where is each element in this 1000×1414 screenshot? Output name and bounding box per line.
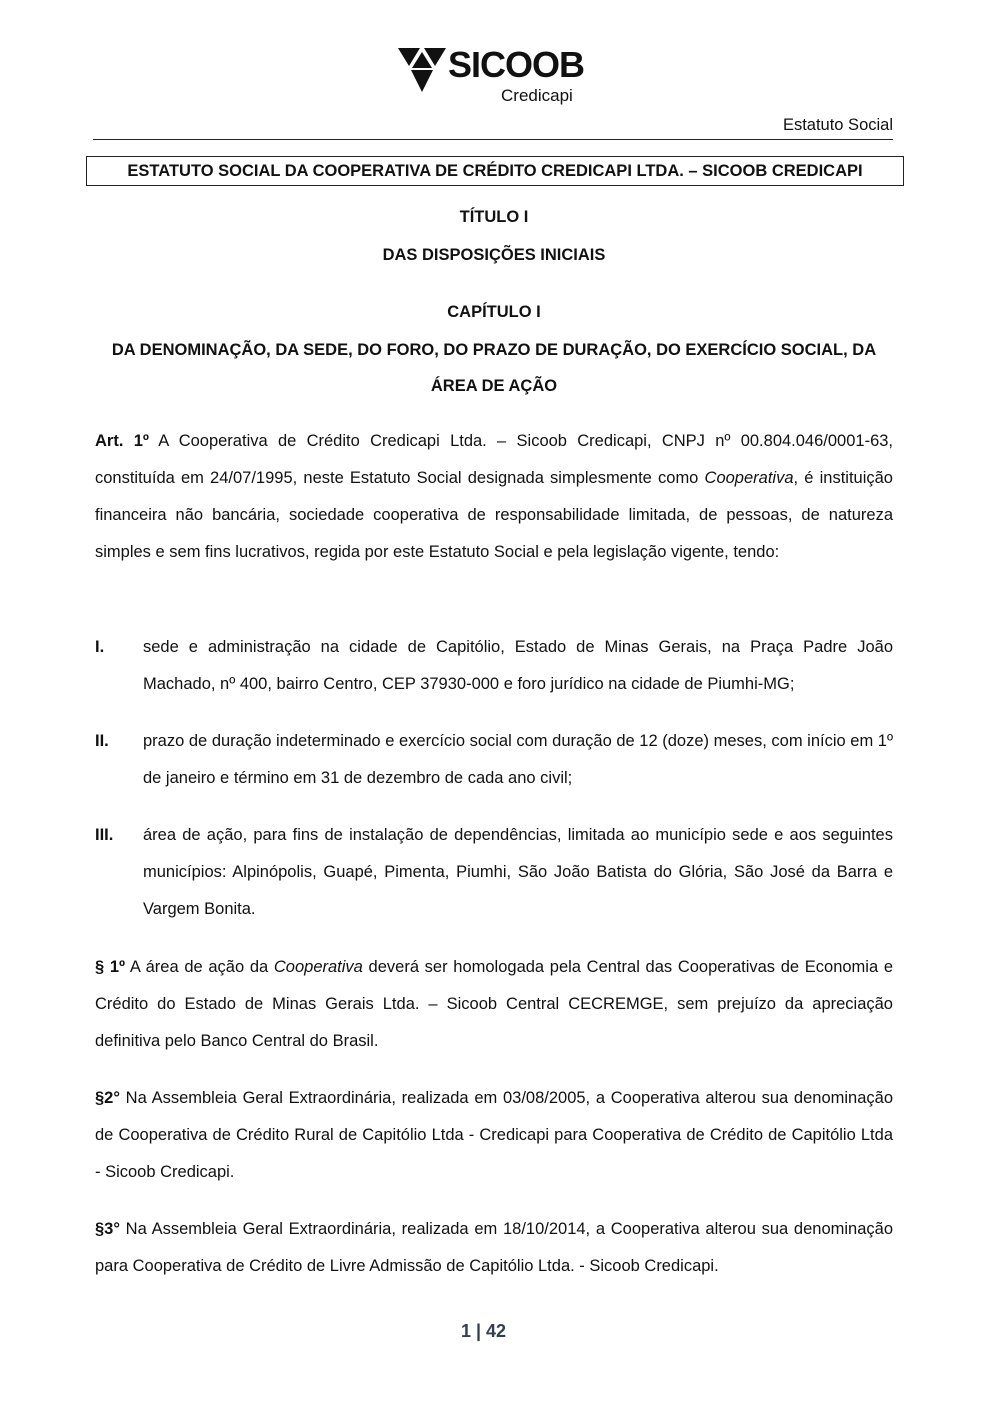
item-text: área de ação, para fins de instalação de dependências, limitada ao município sede e aos seguintes municípios: Alpinópolis, Guapé, Pimenta, Piumhi, São João Batista do Glória, São José da Barra e Vargem Bonita.: [143, 826, 893, 918]
paragraph-text: Na Assembleia Geral Extraordinária, realizada em 03/08/2005, a Cooperativa alterou sua denominação de Cooperativa de Crédito Rural de Capitólio Ltda - Credicapi para Cooperativa de Crédito de Capitólio Ltda - Sicoob Credicapi.: [95, 1089, 893, 1181]
article-1: [95, 423, 893, 571]
item-number: III.: [95, 826, 114, 844]
logo-text: SICOOB: [448, 44, 585, 85]
sicoob-logo: [398, 46, 598, 106]
list-item: [95, 817, 893, 928]
item-number: II.: [95, 732, 109, 750]
paragraph-2: [95, 1080, 893, 1191]
title-name: DAS DISPOSIÇÕES INICIAIS: [382, 246, 606, 264]
paragraph-label: § 1º: [95, 958, 126, 976]
document-title: ESTATUTO SOCIAL DA COOPERATIVA DE CRÉDITO CREDICAPI LTDA. – SICOOB CREDICAPI: [86, 156, 904, 186]
paragraph-1: [95, 949, 893, 1060]
item-text: prazo de duração indeterminado e exercício social com duração de 12 (doze) meses, com início em 1º de janeiro e término em 31 de dezembro de cada ano civil;: [143, 732, 893, 787]
logo-subtext: Credicapi: [501, 86, 573, 105]
article-label: Art. 1º: [95, 432, 149, 450]
item-number: I.: [95, 638, 105, 656]
current-page: 1: [460, 1321, 471, 1341]
page-separator: |: [475, 1321, 482, 1341]
paragraph-text: Na Assembleia Geral Extraordinária, realizada em 18/10/2014, a Cooperativa alterou sua denominação para Cooperativa de Crédito de Livre Admissão de Capitólio Ltda. - Sicoob Credicapi.: [95, 1220, 893, 1275]
article-text: A Cooperativa de Crédito Credicapi Ltda. – Sicoob Credicapi, CNPJ nº 00.804.046/0001-63, constituída em 24/07/1995, neste Estatuto Social designada simplesmente como: [95, 432, 894, 487]
chapter-name-line1: DA DENOMINAÇÃO, DA SEDE, DO FORO, DO PRAZO DE DURAÇÃO, DO EXERCÍCIO SOCIAL, DA: [111, 341, 877, 359]
paragraph-italic: Cooperativa: [273, 958, 363, 976]
paragraph-label: §2°: [95, 1089, 120, 1107]
list-item: [95, 629, 893, 703]
chapter-name-line2: ÁREA DE AÇÃO: [430, 377, 558, 395]
item-text: sede e administração na cidade de Capitólio, Estado de Minas Gerais, na Praça Padre João Machado, nº 400, bairro Centro, CEP 37930-000 e foro jurídico na cidade de Piumhi-MG;: [143, 638, 893, 693]
sicoob-logo-icon: [398, 48, 446, 92]
total-pages: 42: [486, 1321, 507, 1341]
list-item: [95, 723, 893, 797]
article-text: , é instituição financeira não bancária, sociedade cooperativa de responsabilidade limitada, de pessoas, de natureza simples e sem fins lucrativos, regida por este Estatuto Social e pela legislação vigente, tendo:: [95, 469, 893, 561]
header-rule: [93, 139, 893, 140]
paragraph-3: [95, 1211, 893, 1285]
article-italic: Cooperativa: [704, 469, 794, 487]
paragraph-text: A área de ação da: [125, 958, 274, 976]
page-number: [0, 1321, 967, 1342]
paragraph-label: §3°: [95, 1220, 120, 1238]
chapter-heading: CAPÍTULO I: [447, 303, 541, 321]
running-title: Estatuto Social: [782, 116, 893, 134]
title-heading: TÍTULO I: [459, 208, 529, 226]
paragraph-text: deverá ser homologada pela Central das Cooperativas de Economia e Crédito do Estado de Minas Gerais Ltda. – Sicoob Central CECREMGE, sem prejuízo da apreciação definitiva pelo Banco Central do Brasil.: [95, 958, 893, 1050]
